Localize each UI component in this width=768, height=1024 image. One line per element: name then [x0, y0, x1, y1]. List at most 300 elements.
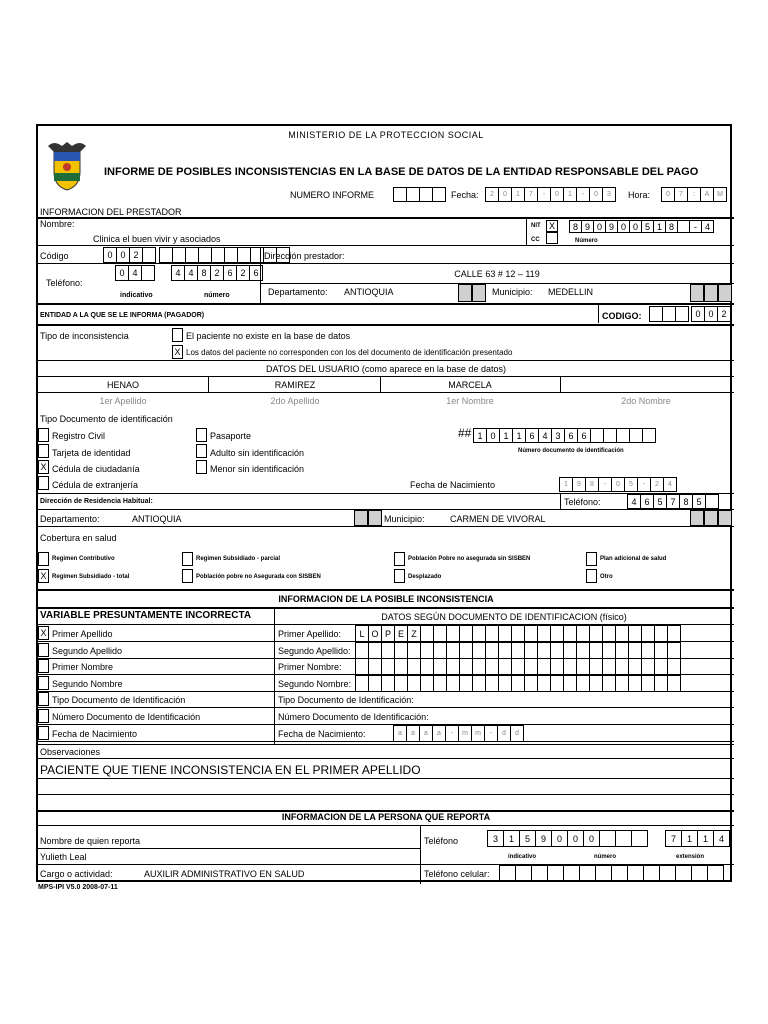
letter-box[interactable] — [589, 642, 603, 659]
letter-boxes[interactable] — [356, 658, 681, 675]
letter-box[interactable] — [394, 658, 408, 675]
digit-box[interactable]: 2 — [236, 265, 250, 281]
letter-box[interactable] — [602, 658, 616, 675]
digit-box[interactable]: 6 — [564, 428, 578, 443]
otro-checkbox[interactable] — [586, 569, 597, 583]
inconsistencia-option1-checkbox[interactable] — [172, 328, 183, 342]
digit-box[interactable]: 7 — [674, 187, 688, 202]
pobre-no-asegurada-checkbox[interactable] — [394, 552, 405, 566]
digit-box[interactable]: A — [700, 187, 714, 202]
digit-box[interactable] — [627, 865, 644, 882]
date-box[interactable]: d — [497, 725, 511, 742]
date-box[interactable]: a — [432, 725, 446, 742]
letter-box[interactable] — [394, 675, 408, 692]
letter-box[interactable] — [537, 642, 551, 659]
adulto-sin-id-label: Adulto sin identificación — [210, 448, 305, 458]
letter-box[interactable] — [576, 642, 590, 659]
letter-box[interactable] — [615, 675, 629, 692]
digit-box[interactable] — [643, 865, 660, 882]
primer-apellido-value[interactable]: HENAO — [106, 380, 139, 390]
letter-box[interactable] — [667, 658, 681, 675]
digit-box[interactable]: 5 — [641, 220, 654, 233]
digit-box[interactable]: 1 — [563, 187, 577, 202]
letter-box[interactable] — [537, 675, 551, 692]
letter-box[interactable] — [420, 625, 434, 642]
letter-box[interactable] — [615, 658, 629, 675]
date-box[interactable]: a — [419, 725, 433, 742]
letter-box[interactable] — [381, 658, 395, 675]
digit-box[interactable]: 0 — [589, 187, 603, 202]
digit-box[interactable]: 1 — [653, 220, 666, 233]
letter-box[interactable] — [407, 658, 421, 675]
variable-checkbox[interactable] — [38, 692, 49, 706]
digit-box[interactable] — [616, 428, 630, 443]
letter-box[interactable] — [563, 642, 577, 659]
digit-box[interactable] — [705, 494, 719, 509]
letter-box[interactable] — [472, 658, 486, 675]
letter-box[interactable] — [459, 675, 473, 692]
digit-box[interactable] — [141, 265, 155, 281]
letter-box[interactable] — [407, 675, 421, 692]
reporta-numero-caption: número — [594, 854, 617, 860]
desplazado-label: Desplazado — [408, 574, 442, 580]
celular-boxes[interactable] — [500, 865, 724, 882]
letter-box[interactable] — [589, 658, 603, 675]
digit-box[interactable]: 4 — [128, 265, 142, 281]
dept-code-box — [458, 284, 472, 302]
digit-box[interactable]: 9 — [535, 830, 552, 847]
contributivo-checkbox[interactable] — [38, 552, 49, 566]
digit-box[interactable]: 7 — [666, 494, 680, 509]
letter-box[interactable] — [654, 625, 668, 642]
digit-box[interactable]: 3 — [602, 187, 616, 202]
digit-box[interactable] — [419, 187, 433, 202]
celular-label: Teléfono celular: — [424, 869, 490, 879]
letter-box[interactable] — [472, 642, 486, 659]
letter-box[interactable] — [550, 625, 564, 642]
letter-box[interactable] — [485, 675, 499, 692]
entidad-codigo-boxes[interactable] — [692, 306, 731, 322]
digit-box[interactable]: 8 — [585, 477, 599, 492]
letter-box[interactable] — [433, 625, 447, 642]
letter-box[interactable] — [368, 658, 382, 675]
letter-box[interactable] — [641, 642, 655, 659]
digit-box[interactable]: 8 — [679, 494, 693, 509]
letter-box[interactable] — [654, 658, 668, 675]
letter-box[interactable] — [576, 675, 590, 692]
variable-header: VARIABLE PRESUNTAMENTE INCORRECTA — [40, 610, 252, 621]
digit-box[interactable]: 2 — [485, 187, 499, 202]
letter-box[interactable] — [641, 675, 655, 692]
digit-box[interactable]: 4 — [713, 830, 730, 847]
observaciones-value[interactable]: PACIENTE QUE TIENE INCONSISTENCIA EN EL PRIMER APELLIDO — [40, 763, 421, 777]
letter-box[interactable]: P — [381, 625, 395, 642]
reporta-extension-caption: extensión — [676, 854, 705, 860]
digit-box[interactable]: 0 — [551, 830, 568, 847]
reporta-telefono-boxes[interactable] — [488, 830, 648, 847]
muni-code-box — [690, 510, 704, 526]
digit-box[interactable]: 4 — [627, 494, 641, 509]
letter-box[interactable] — [368, 675, 382, 692]
letter-box[interactable] — [459, 642, 473, 659]
empty-box — [224, 247, 238, 263]
nit-label: NIT — [531, 223, 541, 229]
digit-box[interactable] — [579, 865, 596, 882]
empty-box — [211, 247, 225, 263]
digit-box[interactable]: 6 — [577, 428, 591, 443]
digit-box[interactable]: 3 — [487, 830, 504, 847]
letter-box[interactable] — [524, 675, 538, 692]
letter-box[interactable] — [550, 675, 564, 692]
documento-number-boxes[interactable] — [474, 428, 656, 443]
plan-adicional-checkbox[interactable] — [586, 552, 597, 566]
hora-boxes[interactable] — [662, 187, 727, 202]
variable-checkbox[interactable] — [38, 643, 49, 657]
departamento-prestador-value[interactable]: ANTIOQUIA — [344, 287, 394, 297]
date-box[interactable]: a — [393, 725, 407, 742]
letter-box[interactable] — [420, 675, 434, 692]
digit-box[interactable]: 0 — [550, 187, 564, 202]
letter-box[interactable] — [628, 625, 642, 642]
letter-box[interactable] — [498, 642, 512, 659]
digit-box[interactable] — [707, 865, 724, 882]
letter-box[interactable] — [498, 675, 512, 692]
cedula-ciudadania-checkbox[interactable]: X — [38, 460, 49, 474]
digit-box[interactable]: 6 — [640, 494, 654, 509]
digit-box[interactable]: 1 — [511, 187, 525, 202]
digit-box[interactable] — [659, 865, 676, 882]
nit-checkbox[interactable]: X — [546, 220, 558, 232]
telefono-usuario-label: Teléfono: — [564, 497, 601, 507]
reporta-indicativo-caption: indicativo — [508, 854, 537, 860]
desplazado-checkbox[interactable] — [394, 569, 405, 583]
digit-box[interactable]: 4 — [184, 265, 198, 281]
digit-box[interactable]: 4 — [701, 220, 714, 233]
digit-box[interactable] — [611, 865, 628, 882]
letter-box[interactable] — [628, 658, 642, 675]
digit-box[interactable]: 8 — [197, 265, 211, 281]
letter-box[interactable] — [576, 625, 590, 642]
letter-box[interactable] — [446, 675, 460, 692]
letter-box[interactable]: O — [368, 625, 382, 642]
digit-box[interactable] — [531, 865, 548, 882]
ministry-title: MINISTERIO DE LA PROTECCION SOCIAL — [288, 130, 484, 140]
digit-box[interactable]: 9 — [605, 220, 618, 233]
letter-box[interactable] — [446, 642, 460, 659]
digit-box[interactable]: 1 — [512, 428, 526, 443]
letter-box[interactable] — [667, 675, 681, 692]
variable-checkbox[interactable] — [38, 676, 49, 690]
letter-box[interactable] — [550, 658, 564, 675]
letter-box[interactable] — [511, 675, 525, 692]
muni-code-box — [690, 284, 704, 302]
reporta-extension-boxes[interactable] — [666, 830, 730, 847]
letter-box[interactable] — [628, 675, 642, 692]
nombre-prestador-value[interactable]: Clinica el buen vivir y asociados — [93, 234, 221, 244]
letter-box[interactable] — [615, 642, 629, 659]
datos-header: DATOS SEGÚN DOCUMENTO DE IDENTIFICACION (físico) — [381, 612, 627, 622]
letter-box[interactable] — [537, 625, 551, 642]
letter-box[interactable] — [563, 675, 577, 692]
letter-box[interactable] — [407, 642, 421, 659]
digit-box[interactable]: 0 — [115, 265, 129, 281]
otro-label: Otro — [600, 574, 613, 580]
digit-box[interactable] — [631, 830, 648, 847]
digit-box[interactable]: 1 — [697, 830, 714, 847]
letter-box[interactable] — [459, 658, 473, 675]
digit-box[interactable]: 0 — [583, 830, 600, 847]
letter-box[interactable] — [485, 658, 499, 675]
letter-box[interactable] — [394, 642, 408, 659]
letter-box[interactable] — [641, 625, 655, 642]
digit-box[interactable]: 7 — [524, 187, 538, 202]
letter-box[interactable] — [420, 642, 434, 659]
letter-box[interactable] — [433, 675, 447, 692]
digit-box[interactable]: 0 — [617, 220, 630, 233]
digit-box[interactable] — [406, 187, 420, 202]
cargo-value[interactable]: AUXILIR ADMINISTRATIVO EN SALUD — [144, 869, 305, 879]
digit-box[interactable]: 1 — [499, 428, 513, 443]
digit-box[interactable] — [547, 865, 564, 882]
digit-box[interactable]: 0 — [704, 306, 718, 322]
letter-box[interactable] — [472, 625, 486, 642]
muni-code-box — [704, 510, 718, 526]
digit-box[interactable]: 6 — [249, 265, 263, 281]
letter-box[interactable] — [433, 642, 447, 659]
digit-box[interactable]: 1 — [559, 477, 573, 492]
digit-box[interactable]: 6 — [525, 428, 539, 443]
letter-boxes[interactable] — [356, 675, 681, 692]
letter-box[interactable] — [589, 625, 603, 642]
letter-box[interactable] — [498, 625, 512, 642]
digit-box[interactable]: - — [598, 477, 612, 492]
fecha-nacimiento-boxes[interactable] — [560, 477, 677, 492]
digit-box[interactable]: 6 — [223, 265, 237, 281]
digit-box[interactable] — [142, 247, 156, 263]
digit-box[interactable] — [499, 865, 516, 882]
letter-box[interactable] — [537, 658, 551, 675]
reporta-nombre-label: Nombre de quien reporta — [40, 836, 141, 846]
digit-box[interactable] — [629, 428, 643, 443]
subsidiado-total-checkbox[interactable]: X — [38, 569, 49, 583]
letter-box[interactable] — [420, 658, 434, 675]
letter-box[interactable] — [355, 675, 369, 692]
telefono-usuario-boxes[interactable] — [628, 494, 719, 509]
letter-box[interactable] — [511, 642, 525, 659]
fecha-placeholder-boxes[interactable] — [394, 725, 524, 742]
digit-box[interactable]: 0 — [498, 187, 512, 202]
digit-box[interactable] — [599, 830, 616, 847]
date-box[interactable]: - — [445, 725, 459, 742]
letter-box[interactable]: E — [394, 625, 408, 642]
pobre-sisben-checkbox[interactable] — [182, 569, 193, 583]
letter-box[interactable] — [563, 658, 577, 675]
fecha-boxes[interactable] — [486, 187, 616, 202]
letter-box[interactable] — [563, 625, 577, 642]
primer-nombre-value[interactable]: MARCELA — [448, 380, 492, 390]
letter-box[interactable] — [589, 675, 603, 692]
digit-box[interactable]: 3 — [551, 428, 565, 443]
digit-box[interactable]: 1 — [503, 830, 520, 847]
letter-box[interactable] — [498, 658, 512, 675]
municipio-usuario-value[interactable]: CARMEN DE VIVORAL — [450, 514, 546, 524]
cc-label: CC — [531, 237, 540, 243]
letter-box[interactable] — [576, 658, 590, 675]
digit-box[interactable] — [691, 865, 708, 882]
telefono-boxes[interactable] — [172, 265, 263, 281]
digit-box[interactable] — [515, 865, 532, 882]
letter-box[interactable] — [667, 625, 681, 642]
digit-box[interactable]: M — [713, 187, 727, 202]
variable-label: Segundo Nombre — [52, 679, 123, 689]
letter-box[interactable] — [355, 642, 369, 659]
letter-box[interactable] — [459, 625, 473, 642]
digit-box[interactable]: 0 — [567, 830, 584, 847]
digit-box[interactable]: 5 — [519, 830, 536, 847]
digit-box[interactable]: 0 — [691, 306, 705, 322]
letter-box[interactable] — [615, 625, 629, 642]
date-box[interactable]: - — [484, 725, 498, 742]
departamento-usuario-value[interactable]: ANTIOQUIA — [132, 514, 182, 524]
letter-box[interactable] — [641, 658, 655, 675]
letter-box[interactable] — [524, 642, 538, 659]
letter-boxes[interactable] — [356, 642, 681, 659]
date-box[interactable]: m — [471, 725, 485, 742]
muni-code-box — [718, 510, 732, 526]
codigo-boxes[interactable] — [104, 247, 156, 263]
digit-box[interactable]: 0 — [593, 220, 606, 233]
variable-checkbox[interactable]: X — [38, 626, 49, 640]
digit-box[interactable]: 4 — [663, 477, 677, 492]
nombre-prestador-label: Nombre: — [40, 219, 75, 229]
digit-box[interactable]: - — [576, 187, 590, 202]
letter-box[interactable] — [602, 625, 616, 642]
digit-box[interactable] — [642, 428, 656, 443]
numero-informe-boxes[interactable] — [394, 187, 446, 202]
cedula-extranjeria-checkbox[interactable] — [38, 476, 49, 490]
registro-civil-checkbox[interactable] — [38, 428, 49, 442]
indicativo-boxes[interactable] — [116, 265, 155, 281]
digit-box[interactable]: 5 — [653, 494, 667, 509]
hora-label: Hora: — [628, 190, 651, 200]
digit-box[interactable]: 4 — [538, 428, 552, 443]
letter-box[interactable] — [602, 675, 616, 692]
letter-box[interactable] — [381, 642, 395, 659]
digit-box[interactable]: - — [537, 187, 551, 202]
date-box[interactable]: a — [406, 725, 420, 742]
digit-box[interactable]: 5 — [624, 477, 638, 492]
letter-box[interactable] — [368, 642, 382, 659]
digit-box[interactable]: 9 — [572, 477, 586, 492]
reporta-nombre-value[interactable]: Yulieth Leal — [40, 852, 87, 862]
digit-box[interactable]: 0 — [611, 477, 625, 492]
digit-box[interactable] — [595, 865, 612, 882]
adulto-sin-id-checkbox[interactable] — [196, 444, 207, 458]
digit-box[interactable]: 7 — [665, 830, 682, 847]
digit-box[interactable]: - — [689, 220, 702, 233]
letter-box[interactable] — [446, 658, 460, 675]
letter-box[interactable]: Z — [407, 625, 421, 642]
letter-boxes[interactable] — [356, 625, 681, 642]
letter-box[interactable] — [654, 675, 668, 692]
digit-box[interactable]: 1 — [473, 428, 487, 443]
pasaporte-checkbox[interactable] — [196, 428, 207, 442]
digit-box[interactable] — [615, 830, 632, 847]
digit-box[interactable]: 0 — [103, 247, 117, 263]
datos-label: Fecha de Nacimiento: — [278, 729, 366, 739]
letter-box[interactable] — [628, 642, 642, 659]
inconsistencia-option2-checkbox[interactable]: X — [172, 345, 183, 359]
digit-box[interactable]: 2 — [650, 477, 664, 492]
digit-box[interactable]: 2 — [129, 247, 143, 263]
digit-box[interactable] — [675, 865, 692, 882]
digit-box[interactable]: 5 — [692, 494, 706, 509]
digit-box[interactable]: - — [637, 477, 651, 492]
variable-checkbox[interactable] — [38, 709, 49, 723]
digit-box[interactable]: 0 — [629, 220, 642, 233]
letter-box[interactable] — [485, 642, 499, 659]
letter-box[interactable] — [602, 642, 616, 659]
digit-box[interactable]: 9 — [581, 220, 594, 233]
digit-box[interactable]: 0 — [661, 187, 675, 202]
digit-box[interactable]: : — [687, 187, 701, 202]
digit-box[interactable]: 0 — [116, 247, 130, 263]
tarjeta-identidad-checkbox[interactable] — [38, 444, 49, 458]
digit-box[interactable]: 4 — [171, 265, 185, 281]
letter-box[interactable] — [485, 625, 499, 642]
letter-box[interactable] — [511, 625, 525, 642]
letter-box[interactable] — [381, 675, 395, 692]
fecha-nacimiento-label: Fecha de Nacimiento — [410, 480, 496, 490]
letter-box[interactable]: L — [355, 625, 369, 642]
digit-box[interactable] — [603, 428, 617, 443]
letter-box[interactable] — [446, 625, 460, 642]
direccion-value[interactable]: CALLE 63 # 12 – 119 — [454, 269, 540, 279]
nit-number-boxes[interactable] — [570, 220, 714, 233]
observaciones-label: Observaciones — [40, 747, 101, 757]
subsidiado-parcial-checkbox[interactable] — [182, 552, 193, 566]
letter-box[interactable] — [550, 642, 564, 659]
digit-box[interactable]: 8 — [665, 220, 678, 233]
digit-box[interactable]: 1 — [681, 830, 698, 847]
cc-checkbox[interactable] — [546, 232, 558, 244]
digit-box[interactable]: 2 — [717, 306, 731, 322]
digit-box[interactable]: 0 — [486, 428, 500, 443]
date-box[interactable]: m — [458, 725, 472, 742]
digit-box[interactable]: 8 — [569, 220, 582, 233]
letter-box[interactable] — [433, 658, 447, 675]
variable-checkbox[interactable] — [38, 659, 49, 673]
digit-box[interactable] — [393, 187, 407, 202]
menor-sin-id-checkbox[interactable] — [196, 460, 207, 474]
letter-box[interactable] — [524, 625, 538, 642]
letter-box[interactable] — [654, 642, 668, 659]
date-box[interactable]: d — [510, 725, 524, 742]
digit-box[interactable] — [432, 187, 446, 202]
digit-box[interactable] — [590, 428, 604, 443]
letter-box[interactable] — [511, 658, 525, 675]
letter-box[interactable] — [472, 675, 486, 692]
letter-box[interactable] — [524, 658, 538, 675]
variable-checkbox[interactable] — [38, 726, 49, 740]
segundo-apellido-value[interactable]: RAMIREZ — [274, 380, 316, 390]
letter-box[interactable] — [355, 658, 369, 675]
reporta-telefono-label: Teléfono — [424, 836, 459, 846]
municipio-prestador-value[interactable]: MEDELLIN — [548, 287, 594, 297]
digit-box[interactable] — [563, 865, 580, 882]
digit-box[interactable]: 2 — [210, 265, 224, 281]
letter-box[interactable] — [667, 642, 681, 659]
